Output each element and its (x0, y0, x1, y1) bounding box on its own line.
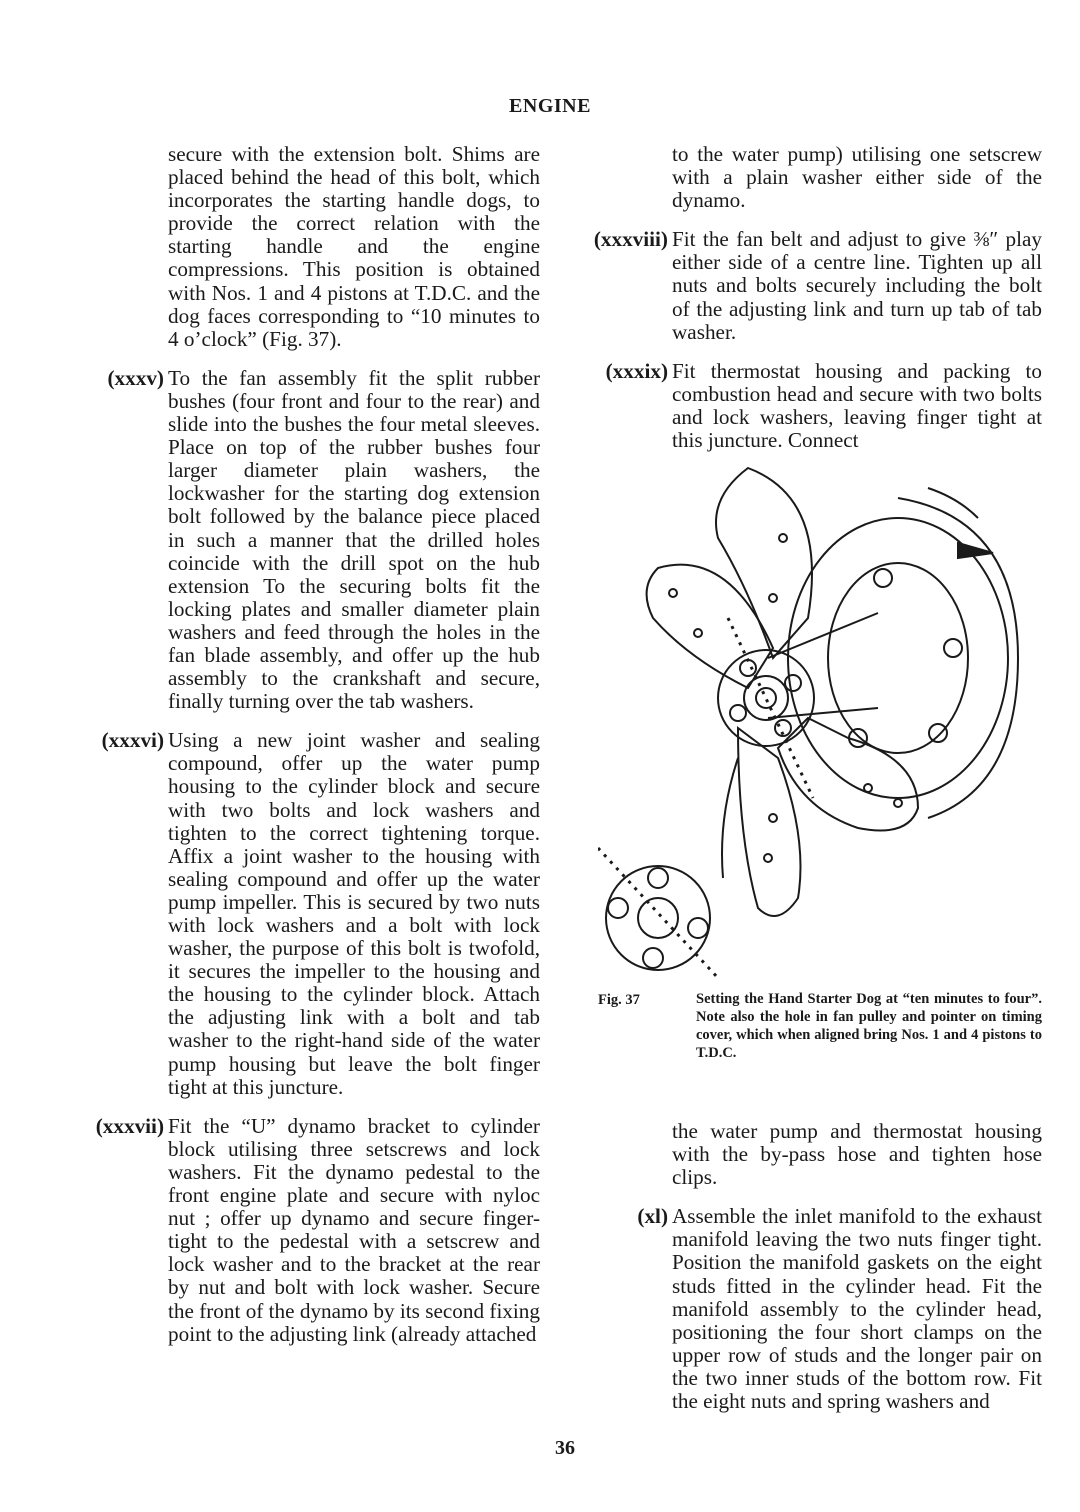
paragraph-xxxix (578, 360, 1042, 452)
step-number: (xxxviii) (593, 227, 668, 252)
right-column-bottom (578, 1120, 1042, 1429)
figure-caption-text: Setting the Hand Starter Dog at “ten minutes to four”. Note also the hole in fan pulley and pointer on timing cover, which when aligned bring Nos. 1 and 4 pistons to T.D.C. (696, 991, 1042, 1061)
paragraph-continuation-bottom (578, 1120, 1042, 1189)
paragraph-xxxvii (88, 1115, 540, 1346)
paragraph-text: To the fan assembly fit the split rubber bushes (four front and four to the rear) and slide into the bushes the four metal sleeves. Place on top of the rubber bushes four larger diameter plain washers, the lockwasher for the starting dog extension bolt followed by the balance piece placed in such a manner that the drilled holes coincide with the drill spot on the hub extension To the securing bolts fit the locking plates and smaller diameter plain washers and feed through the holes in the fan blade assembly, and offer up the hub assembly to the crankshaft and secure, finally turning over the tab washers. (168, 365, 540, 714)
paragraph-text: Fit the “U” dynamo bracket to cylinder block utilising three setscrews and lock washers. Fit the dynamo pedestal to the front engine plate and secure with nyloc nut ; offer up dynamo and secure finger-tight to the pedestal with a setscrew and lock washer and to the bracket at the rear by nut and bolt with lock washer. Secure the front of the dynamo by its second fixing point to the adjusting link (already attached (168, 1113, 540, 1346)
paragraph-text: Fit the fan belt and adjust to give ⅜″ play either side of a centre line. Tighten up all nuts and bolts securely including the bolt of the adjusting link and turn up tab of tab washer. (672, 227, 1042, 344)
paragraph-text: to the water pump) utilising one setscrew with a plain washer either side of the dynamo. (672, 142, 1042, 213)
paragraph-xxxviii (578, 228, 1042, 343)
paragraph-xl (578, 1205, 1042, 1413)
fan-assembly-illustration (598, 458, 1028, 978)
paragraph-xxxv (88, 367, 540, 713)
paragraph-text: Assemble the inlet manifold to the exhaust manifold leaving the two nuts finger tight. Position the manifold gaskets on the eight studs fitted in the cylinder head. Fit the manifold assembly to the cylinder head, positioning the four short clamps on the upper row of studs and the longer pair on the two inner studs of the bottom row. Fit the eight nuts and spring washers and (672, 1204, 1042, 1414)
step-number: (xxxix) (605, 358, 668, 383)
fan-hub-diagram (598, 458, 1028, 978)
paragraph-text: secure with the extension bolt. Shims are placed behind the head of this bolt, which incorporates the starting handle dogs, to provide the correct relation with the starting handle and the engine compressions. This position is obtained with Nos. 1 and 4 pistons at T.D.C. and the dog faces corresponding to “10 minutes to 4 o’clock” (Fig. 37). (168, 142, 540, 351)
paragraph-text: Using a new joint washer and sealing compound, offer up the water pump housing to the cylinder block and secure with two bolts and lock washers and tighten to the correct tightening torque. Affix a joint washer to the housing with sealing compound and offer up the water pump impeller. This is secured by two nuts with lock washers and a bolt with lock washer, the purpose of this bolt is twofold, it secures the impeller to the housing and the housing to the cylinder block. Attach the adjusting link with a bolt and tab washer to the right-hand side of the water pump housing but leave the bolt finger tight at this juncture. (168, 728, 540, 1099)
step-number: (xxxvii) (95, 1113, 164, 1138)
figure-caption (578, 990, 1042, 1062)
left-column (88, 143, 540, 1362)
step-number: (xl) (637, 1204, 668, 1229)
figure-label: Fig. 37 (598, 992, 640, 1008)
paragraph-continuation (88, 143, 540, 351)
paragraph-text: Fit thermostat housing and packing to combustion head and secure with two bolts and lock washers, leaving finger tight at this juncture. Connect (672, 358, 1042, 453)
page-number: 36 (555, 1437, 575, 1459)
paragraph-text: the water pump and thermostat housing with the by-pass hose and tighten hose clips. (672, 1119, 1042, 1190)
paragraph-continuation-right (578, 143, 1042, 212)
paragraph-xxxvi (88, 729, 540, 1099)
right-column-top (578, 143, 1042, 468)
step-number: (xxxv) (107, 365, 164, 390)
step-number: (xxxvi) (101, 728, 164, 753)
page-header: ENGINE (509, 95, 591, 117)
